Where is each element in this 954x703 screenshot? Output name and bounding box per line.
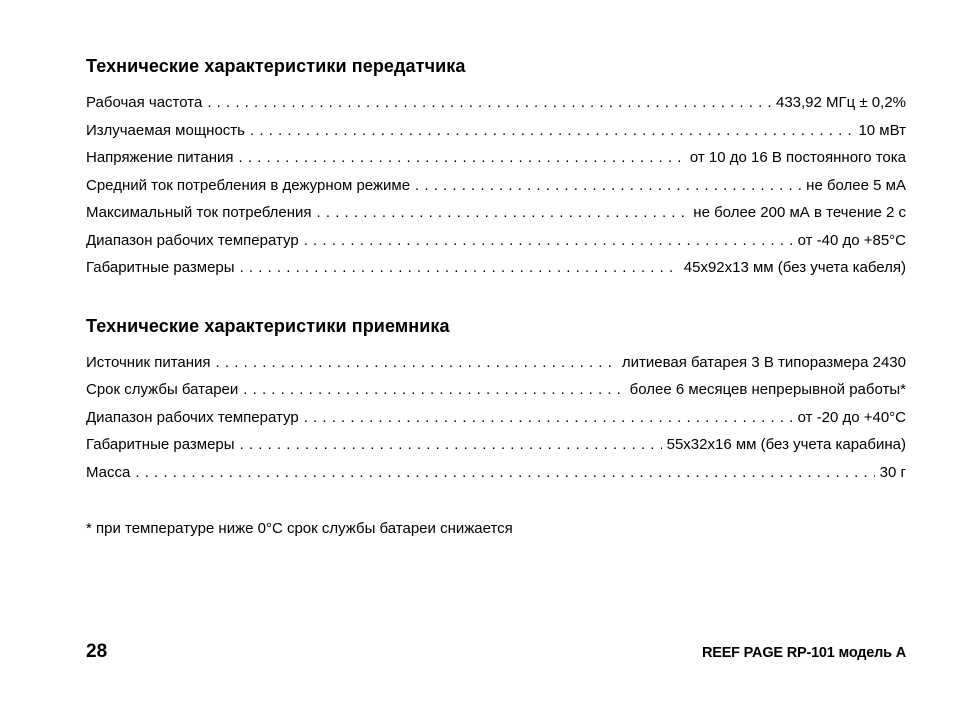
spec-label: Габаритные размеры [86,436,235,453]
spec-value: более 6 месяцев непрерывной работы* [629,381,906,398]
leader-dots [304,404,793,432]
spec-label: Рабочая частота [86,94,203,111]
spec-row-dimensions [86,431,906,459]
leader-dots [207,89,771,117]
spec-row-operating-frequency [86,89,906,117]
section-receiver-specs [86,316,906,487]
page-content [86,56,906,537]
spec-label: Излучаемая мощность [86,121,245,139]
spec-value: от 10 до 16 В постоянного тока [689,149,906,166]
spec-label: Срок службы батареи [86,381,239,398]
spec-value: не более 200 мА в течение 2 с [693,204,906,221]
leader-dots [238,144,684,172]
spec-row-battery-life [86,376,906,404]
spec-label: Габаритные размеры [86,259,235,276]
spec-row-temperature-range [86,404,906,432]
leader-dots [135,459,874,487]
section-transmitter-specs [86,56,906,282]
leader-dots [240,254,679,282]
spec-label: Средний ток потребления в дежурном режиме [86,176,411,194]
spec-label: Масса [86,463,131,481]
footer-doc-title: REEF PAGE RP-101 модель А [701,645,906,661]
spec-value: 10 мВт [858,121,906,139]
footnote: * при температуре ниже 0°С срок службы батареи снижается [86,520,513,537]
leader-dots [250,117,853,145]
spec-row-standby-current [86,172,906,200]
spec-value: не более 5 мА [806,176,906,194]
spec-row-supply-voltage [86,144,906,172]
spec-row-radiated-power [86,117,906,145]
leader-dots [304,227,793,255]
spec-value: от -20 до +40°С [797,408,906,426]
spec-label: Диапазон рабочих температур [86,231,299,249]
spec-value: 30 г [879,463,906,481]
page-number: 28 [86,641,108,662]
spec-label: Максимальный ток потребления [86,204,312,221]
spec-row-power-source [86,349,906,377]
leader-dots [240,431,662,459]
leader-dots [216,349,617,377]
spec-row-temperature-range [86,227,906,255]
spec-value: от -40 до +85°С [797,231,906,249]
spec-value: 55х32х16 мм (без учета карабина) [666,436,906,453]
page-footer [86,641,906,663]
spec-row-weight [86,459,906,487]
spec-value: 433,92 МГц ± 0,2% [775,94,906,111]
spec-label: Напряжение питания [86,149,234,166]
leader-dots [415,172,801,200]
spec-row-dimensions [86,254,906,282]
spec-value: 45х92х13 мм (без учета кабеля) [683,259,906,276]
spec-label: Диапазон рабочих температур [86,408,299,426]
spec-label: Источник питания [86,353,211,371]
section-title-transmitter: Технические характеристики передатчика [86,56,466,76]
leader-dots [243,376,624,404]
section-title-receiver: Технические характеристики приемника [86,315,450,336]
spec-value: литиевая батарея 3 В типоразмера 2430 [621,353,906,371]
spec-row-max-current [86,199,906,227]
leader-dots [317,199,689,227]
